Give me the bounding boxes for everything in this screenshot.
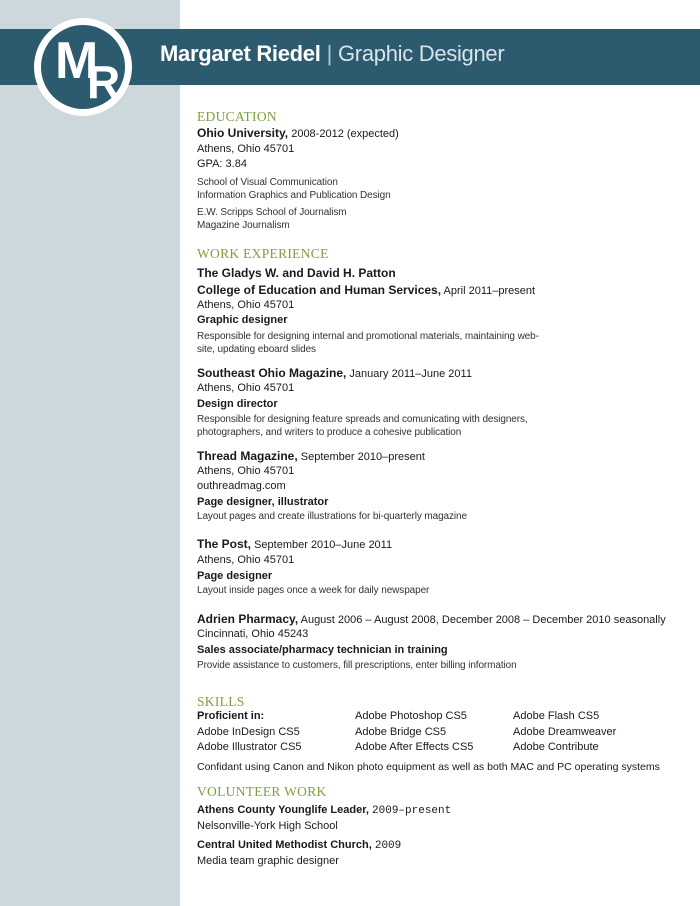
job4-location: Athens, Ohio 45701 — [197, 554, 295, 566]
title-separator: | — [326, 41, 332, 66]
volunteer-item2 — [197, 838, 401, 853]
job4-role: Page designer — [197, 570, 273, 582]
volunteer-item1 — [197, 803, 451, 818]
volunteer2-role: Media team graphic designer — [197, 855, 339, 867]
school-years: 2008-2012 (expected) — [291, 128, 399, 140]
job3-role: Page designer, illustrator — [197, 496, 329, 508]
skills-col3-item: Adobe Flash CS5 — [513, 710, 600, 722]
job3-header — [197, 449, 425, 464]
job2-desc2: photographers, and writers to produce a cohesive publication — [197, 427, 462, 438]
job5-desc1: Provide assistance to customers, fill prescriptions, enter billing information — [197, 660, 517, 671]
skills-note: Confidant using Canon and Nikon photo equipment as well as both MAC and PC operating systems — [197, 761, 660, 773]
skills-column-3 — [513, 709, 616, 756]
school2-name: E.W. Scripps School of Journalism — [197, 207, 347, 218]
job4-header — [197, 537, 392, 552]
skills-heading: SKILLS — [197, 694, 245, 709]
job2-dates: January 2011–June 2011 — [349, 368, 472, 380]
work-heading: WORK EXPERIENCE — [197, 246, 329, 261]
job4-desc1: Layout inside pages once a week for daily newspaper — [197, 585, 430, 596]
volunteer1-place: Nelsonville-York High School — [197, 820, 338, 832]
skills-col3-item: Adobe Contribute — [513, 741, 599, 753]
job3-dates: September 2010–present — [300, 451, 425, 463]
job3-desc1: Layout pages and create illustrations for bi-quarterly magazine — [197, 511, 467, 522]
person-role: Graphic Designer — [337, 41, 505, 66]
skills-column-1 — [197, 709, 302, 756]
job5-dates: August 2006 – August 2008, December 2008 – December 2010 seasonally — [300, 614, 666, 626]
job1-location: Athens, Ohio 45701 — [197, 299, 295, 311]
skills-col2-item: Adobe Bridge CS5 — [355, 725, 447, 738]
job5-employer: Adrien Pharmacy, — [197, 612, 299, 626]
education-school — [197, 126, 399, 141]
education-heading: EDUCATION — [197, 109, 277, 124]
job2-employer: Southeast Ohio Magazine, — [197, 366, 347, 380]
skills-col1-item: Proficient in: — [197, 710, 265, 722]
job3-employer: Thread Magazine, — [197, 449, 298, 463]
skills-col1-item: Adobe InDesign CS5 — [197, 725, 300, 738]
job2-location: Athens, Ohio 45701 — [197, 382, 295, 394]
monogram-letter-m: M — [55, 32, 97, 90]
volunteer1-dates: 2009–present — [372, 805, 452, 817]
monogram-circle — [41, 25, 125, 109]
volunteer-heading: VOLUNTEER WORK — [197, 784, 327, 799]
page-title — [160, 41, 504, 67]
job4-dates: September 2010–June 2011 — [254, 539, 393, 551]
sidebar-band — [0, 0, 180, 906]
job1-desc1: Responsible for designing internal and promotional materials, maintaining web- — [197, 331, 539, 342]
job2-desc1: Responsible for designing feature spreads and comunicating with designers, — [197, 414, 528, 425]
volunteer2-org: Central United Methodist Church, — [197, 839, 372, 851]
education-gpa: GPA: 3.84 — [197, 158, 247, 170]
job5-header — [197, 612, 666, 627]
job4-employer: The Post, — [197, 537, 252, 551]
job2-role: Design director — [197, 398, 278, 410]
person-name: Margaret Riedel — [160, 41, 321, 66]
school-name: Ohio University, — [197, 126, 289, 140]
volunteer2-dates: 2009 — [374, 840, 402, 852]
school1-focus: Information Graphics and Publication Design — [197, 190, 391, 201]
monogram-letter-r: R — [87, 56, 121, 108]
job1-employer-line2 — [197, 283, 535, 298]
skills-col2-item: Adobe Photoshop CS5 — [355, 710, 467, 722]
skills-col3-item: Adobe Dreamweaver — [513, 725, 617, 738]
volunteer1-org: Athens County Younglife Leader, — [197, 804, 369, 816]
skills-column-2 — [355, 709, 473, 756]
monogram-logo — [34, 18, 132, 116]
job1-dates: April 2011–present — [443, 285, 536, 297]
job1-desc2: site, updating eboard slides — [197, 344, 316, 355]
school1-name: School of Visual Communication — [197, 177, 338, 188]
job5-location: Cincinnati, Ohio 45243 — [197, 628, 309, 640]
job1-employer: College of Education and Human Services, — [197, 283, 442, 297]
job1-role: Graphic designer — [197, 314, 288, 326]
education-location: Athens, Ohio 45701 — [197, 143, 295, 155]
school2-focus: Magazine Journalism — [197, 220, 290, 231]
job1-employer-line1: The Gladys W. and David H. Patton — [197, 266, 396, 280]
job2-header — [197, 366, 472, 381]
skills-col1-item: Adobe Illustrator CS5 — [197, 741, 302, 753]
job5-role: Sales associate/pharmacy technician in training — [197, 644, 448, 656]
skills-col2-item: Adobe After Effects CS5 — [355, 741, 474, 753]
job3-website: outhreadmag.com — [197, 480, 286, 492]
job3-location: Athens, Ohio 45701 — [197, 465, 295, 477]
